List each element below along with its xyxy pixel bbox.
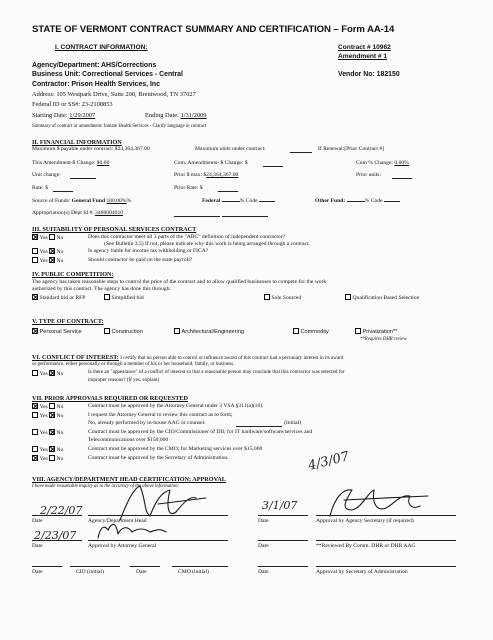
agency-department: Agency/Department: AHS/Corrections xyxy=(32,62,157,69)
approval-2b: No, already performed by in-house AAG or counsel: xyxy=(88,420,206,426)
section-6-heading: VI. CONFLICT OF INTEREST: xyxy=(32,354,119,361)
approval-5-row: Yes No xyxy=(32,455,63,462)
type-opt-privatization: Privatization** xyxy=(355,328,397,335)
federal-id: Federal ID or SS#: 23-2108853 xyxy=(32,101,113,108)
other-code-label: Code xyxy=(370,198,383,204)
suitability-q1-row: Yes No xyxy=(32,234,63,241)
prior-rate: Prior Rate: $ xyxy=(174,185,203,191)
attorney-general-signature xyxy=(98,524,166,538)
suitability-q3-row: Yes No xyxy=(32,257,63,264)
suitability-q3: Should contractor be paid on the state payroll? xyxy=(88,257,193,263)
starting-date: 1/29/2007 xyxy=(69,112,96,119)
other-fund-label: Other Fund: xyxy=(315,198,346,204)
type-opt-commodity: Commodity xyxy=(293,328,329,335)
agency-secretary-label: Approval by Agency Secretary (if required) xyxy=(316,518,414,524)
approval-2: I request the Attorney General to review this contract as to form; xyxy=(88,412,233,418)
source-of-funds-label: Source of Funds: xyxy=(32,198,71,204)
approval-1: Contract must be approved by the Attorney General under 3 VSA §311(a)(10). xyxy=(88,403,264,409)
federal-code-label: Code xyxy=(245,198,258,204)
type-opt-construction: Construction xyxy=(104,328,143,335)
rate: Rate: $ xyxy=(32,185,49,191)
suitability-q2-row: Yes No xyxy=(32,248,63,255)
competition-opt-standard: Standard bid or RFP xyxy=(32,294,85,301)
certification-subtext: I have made reasonable inquiry as to the accuracy of the above information: xyxy=(32,484,180,489)
date-label-6: Date xyxy=(136,569,147,575)
section-1-heading: I. CONTRACT INFORMATION: xyxy=(55,44,148,51)
conflict-question-2: improper reasons? (If yes, explain) xyxy=(88,377,160,383)
cum-pct-value: 0.00% xyxy=(394,160,409,166)
date-label-2: Date xyxy=(258,518,269,524)
approval-2c: (Initial) xyxy=(284,420,302,426)
cum-pct-label: Cum % Change: xyxy=(356,160,393,166)
conflict-text-2: or performance, either personally or through a member of his or her household, family, or business. xyxy=(32,361,235,367)
privatization-note: **Requires DHR review xyxy=(360,337,407,342)
approval-4: Contract must be approved by the CMO; for Marketing services over $15,000 xyxy=(88,446,263,452)
date-label-7: Date xyxy=(258,569,269,575)
max-payable: Maximum $ payable under contract: $24,364,367.00 xyxy=(32,146,150,152)
conflict-q-row: Yes No xyxy=(32,370,63,377)
attorney-general-label: Approval by Attorney General xyxy=(88,543,157,549)
competition-opt-sole: Sole Sourced xyxy=(264,294,301,301)
section-5-heading: V. TYPE OF CONTRACT: xyxy=(32,318,104,325)
date-label-4: Date xyxy=(258,543,269,549)
approval-3b: Telecommunications over $150,000 xyxy=(88,437,169,443)
suitability-q1b: (See Bulletin 3.5) If not, please indicate why this work is being arranged through a contract. xyxy=(104,241,310,247)
contract-summary: Summary of contract or amendment: Inmate Health Services - Clarify language in contract xyxy=(32,124,207,129)
amendment-change-value: $0.00 xyxy=(96,160,110,166)
sec-admin-label: Approval by Secretary of Administration xyxy=(316,569,408,575)
agency-secretary-signature xyxy=(330,490,428,516)
business-unit: Business Unit: Correctional Services - Central xyxy=(32,71,183,78)
starting-date-label: Starting Date: xyxy=(32,112,68,119)
amendment-change-label: This Amendment-$ Change: xyxy=(32,160,96,166)
type-opt-architectural: Architectural/Engineering xyxy=(174,328,244,335)
handwritten-date-3: 2/23/07 xyxy=(34,529,77,542)
agency-head-signature xyxy=(120,486,206,520)
general-fund-label: General Fund xyxy=(71,198,106,204)
address: Address: 105 Westpark Drive, Suite 200, Brentwood, TN 37027 xyxy=(32,91,196,98)
section-2-heading: II. FINANCIAL INFORMATION xyxy=(32,139,122,146)
cum-amendments: Cum. Amendments- $ Change: $ xyxy=(174,160,248,166)
agency-head-label: Agency/Department Head xyxy=(88,518,147,524)
dhr-review-label: **Reviewed By Comm. DHR or DHR AAG xyxy=(316,543,416,549)
amendment-number: Amendment # 1 xyxy=(338,53,388,60)
cio-label: CIO (initial) xyxy=(76,569,104,575)
approval-1-row: Yes No xyxy=(32,403,63,410)
handwritten-date-1: 2/22/07 xyxy=(40,504,83,517)
federal-fund-label: Federal xyxy=(202,198,221,204)
section-3-heading: III. SUITABILITY OF PERSONAL SERVICES CONTRACT xyxy=(32,226,197,233)
ending-date: 1/31/2009 xyxy=(180,112,207,119)
competition-text-1: The agency has taken reasonable steps to control the price of the contract and to allow qualified businesses to compete for the work xyxy=(32,279,327,285)
approval-3: Contract must be approved by the CIO/Commissioner of DII; for IT hardware/software/services and xyxy=(88,429,313,435)
prior-units: Prior units: xyxy=(356,172,382,178)
approval-4-row: Yes No xyxy=(32,446,63,453)
appropriation-value: 3480004010 xyxy=(95,210,124,216)
section-7-heading: VII. PRIOR APPROVALS REQUIRED OR REQUESTED xyxy=(32,395,188,402)
general-fund-pct: 100.00% xyxy=(106,198,127,204)
form-title: STATE OF VERMONT CONTRACT SUMMARY AND CERTIFICATION – Form AA-14 xyxy=(32,24,395,35)
ending-date-label: Ending Date: xyxy=(145,112,179,119)
date-label-1: Date xyxy=(32,518,43,524)
suitability-q2: Is agency liable for income tax withholding or FICA? xyxy=(88,248,209,254)
general-fund-pct-sign: % xyxy=(126,198,132,204)
section-8-heading: VIII. AGENCY/DEPARTMENT HEAD CERTIFICATION; APPROVAL xyxy=(32,476,226,483)
if-renewal: If Renewal:[Prior Contract #] xyxy=(318,146,385,152)
max-units: Maximum units under contract: xyxy=(195,146,266,152)
contract-number: Contract # 10962 xyxy=(338,44,391,51)
other-pct-sign: % xyxy=(364,198,370,204)
unit-change: Unit change: xyxy=(32,172,61,178)
handwritten-date-2: 3/1/07 xyxy=(262,499,298,512)
handwritten-top-date: 4/3/07 xyxy=(306,449,351,474)
type-opt-personal: Personal Service xyxy=(32,328,82,335)
approval-3-row: Yes No xyxy=(32,429,63,436)
section-4-heading: IV. PUBLIC COMPETITION: xyxy=(32,271,114,278)
federal-pct-sign: % xyxy=(239,198,245,204)
suitability-q1: Does this contractor meet all 3 parts of the "ABC" definition of independent contractor? xyxy=(88,234,286,240)
prior-max-label: Prior $ max: $ xyxy=(174,172,207,178)
competition-text-2: authorized by this contract. The agency has done this through: xyxy=(32,286,172,292)
approval-5: Contract must be approved by the Secretary of Administration. xyxy=(88,455,229,461)
vendor-number: Vendor No: 182150 xyxy=(338,71,400,78)
date-label-5: Date xyxy=(32,569,43,575)
prior-max-value: 24,364,367.00 xyxy=(206,172,239,178)
conflict-question: Is there an "appearance" of a conflict of interest so that a reasonable person may conclude that this contractor was selected for xyxy=(88,369,345,375)
competition-opt-simplified: Simplified bid xyxy=(104,294,144,301)
contractor: Contractor: Prison Health Services, Inc xyxy=(32,81,160,88)
cmo-label: CMO (initial) xyxy=(178,569,209,575)
competition-opt-qbs: Qualification Based Selection xyxy=(345,294,419,301)
conflict-text-1: I certify that no person able to control or influence award of this contract had a pecuniary interest in its award xyxy=(120,355,344,361)
approval-2-row: Yes No xyxy=(32,412,63,419)
date-label-3: Date xyxy=(32,543,43,549)
appropriation-label: Appropriation(s) Dept Id #: xyxy=(32,210,94,216)
